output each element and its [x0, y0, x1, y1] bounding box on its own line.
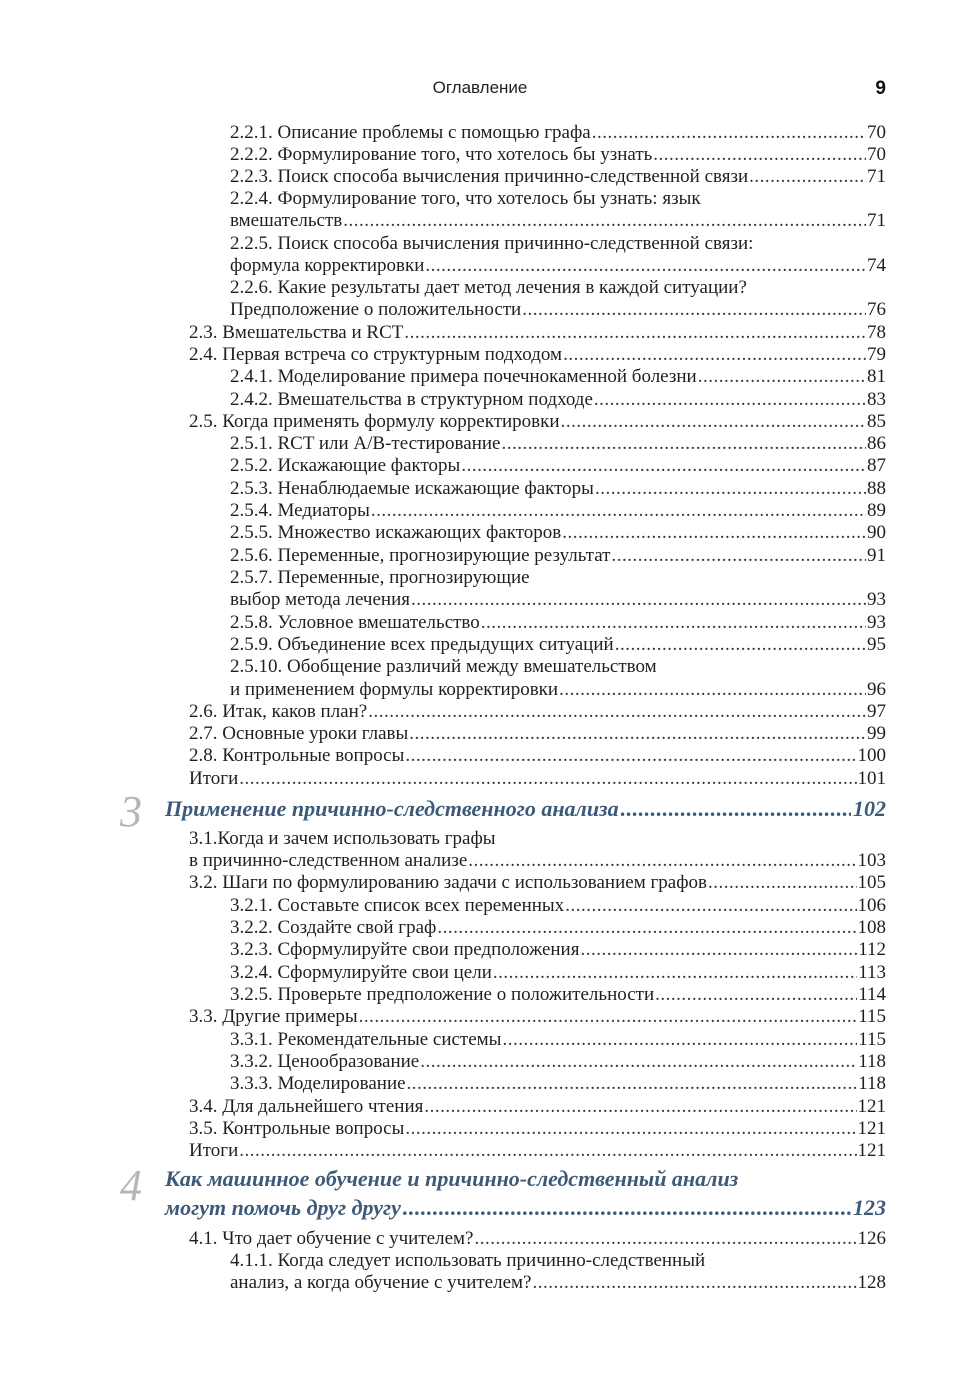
toc-entry-page: 121: [857, 1140, 886, 1161]
dot-leader: [474, 1228, 856, 1250]
toc-entry[interactable]: [230, 1073, 886, 1095]
toc-entry-page: 99: [867, 723, 886, 744]
dot-leader: [468, 850, 856, 872]
chapter-title: могут помочь друг другу: [165, 1195, 401, 1220]
toc-entry[interactable]: [230, 455, 886, 477]
toc-entry[interactable]: [230, 500, 886, 522]
toc-entry-title: 2.5.6. Переменные, прогнозирующие результат: [230, 545, 611, 566]
dot-leader: [368, 701, 866, 723]
toc-entry-title: 3.2.1. Составьте список всех переменных: [230, 895, 565, 916]
toc-entry-page: 113: [858, 962, 886, 983]
toc-entry-line[interactable]: 4.1.1. Когда следует использовать причинно-следственный: [230, 1250, 706, 1271]
dot-leader: [615, 634, 866, 656]
toc-entry-title: 2.4. Первая встреча со структурным подходом: [189, 344, 563, 365]
toc-entry[interactable]: [189, 344, 886, 366]
toc-entry-page: 118: [858, 1073, 886, 1094]
toc-entry-page: 74: [867, 255, 886, 276]
toc-entry-page: 71: [867, 166, 886, 187]
toc-entry-page: 79: [867, 344, 886, 365]
toc-entry-page: 86: [867, 433, 886, 454]
toc-entry-page: 96: [867, 679, 886, 700]
dot-leader: [371, 500, 866, 522]
toc-entry-line[interactable]: 2.5.7. Переменные, прогнозирующие: [230, 567, 530, 588]
chapter-number: 4: [120, 1161, 142, 1210]
dot-leader: [407, 1073, 858, 1095]
toc-entry-title: 2.8. Контрольные вопросы: [189, 745, 405, 766]
dot-leader: [595, 478, 866, 500]
toc-entry[interactable]: [230, 1029, 886, 1051]
toc-entry-page: 97: [867, 701, 886, 722]
dot-leader: [611, 545, 866, 567]
toc-entry[interactable]: [230, 612, 886, 634]
toc-entry-line[interactable]: 2.2.4. Формулирование того, что хотелось бы узнать: язык: [230, 188, 701, 209]
toc-entry-line[interactable]: 2.2.6. Какие результаты дает метод лечения в каждой ситуации?: [230, 277, 747, 298]
toc-entry-title: 3.4. Для дальнейшего чтения: [189, 1096, 424, 1117]
chapter-title-line[interactable]: Как машинное обучение и причинно-следственный анализ: [165, 1166, 739, 1191]
toc-entry[interactable]: [230, 545, 886, 567]
dot-leader: [239, 768, 856, 790]
toc-entry[interactable]: [189, 411, 886, 433]
toc-entry-page: 114: [858, 984, 886, 1005]
toc-entry[interactable]: [230, 299, 886, 321]
toc-entry[interactable]: [230, 939, 886, 961]
dot-leader: [239, 1140, 856, 1162]
toc-entry[interactable]: [230, 210, 886, 232]
chapter-title: Применение причинно-следственного анализа: [165, 796, 619, 821]
toc-entry[interactable]: [189, 850, 886, 872]
toc-entry-page: 85: [867, 411, 886, 432]
toc-entry[interactable]: [189, 1096, 886, 1118]
dot-leader: [562, 522, 866, 544]
toc-entry-title: вмешательств: [230, 210, 343, 231]
toc-entry-title: 3.2.2. Создайте свой граф: [230, 917, 437, 938]
toc-entry[interactable]: [230, 962, 886, 984]
dot-leader: [424, 1096, 856, 1118]
toc-entry-page: 118: [858, 1051, 886, 1072]
toc-entry-title: формула корректировки: [230, 255, 425, 276]
toc-entry[interactable]: [189, 1228, 886, 1250]
dot-leader: [532, 1272, 856, 1294]
toc-entry[interactable]: [230, 144, 886, 166]
toc-entry-title: 2.4.1. Моделирование примера почечнокаменной болезни: [230, 366, 697, 387]
toc-entry-page: 87: [867, 455, 886, 476]
toc-entry-page: 91: [867, 545, 886, 566]
dot-leader: [411, 589, 866, 611]
toc-entry-title: 2.4.2. Вмешательства в структурном подходе: [230, 389, 593, 410]
dot-leader: [359, 1006, 858, 1028]
toc-entry[interactable]: [189, 872, 886, 894]
dot-leader: [481, 612, 866, 634]
toc-entry-page: 128: [857, 1272, 886, 1293]
toc-entry-page: 121: [857, 1118, 886, 1139]
toc-entry-title: 2.5.2. Искажающие факторы: [230, 455, 461, 476]
dot-leader: [404, 322, 866, 344]
dot-leader: [749, 166, 866, 188]
toc-entry-title: 2.5. Когда применять формулу корректировки: [189, 411, 560, 432]
toc-entry-page: 93: [867, 612, 886, 633]
chapter-page: 102: [853, 796, 886, 821]
toc-entry-page: 121: [857, 1096, 886, 1117]
toc-entry-title: 2.5.9. Объединение всех предыдущих ситуаций: [230, 634, 614, 655]
toc-entry-title: 3.3.3. Моделирование: [230, 1073, 406, 1094]
toc-entry[interactable]: [230, 433, 886, 455]
toc-entry-title: 2.5.4. Медиаторы: [230, 500, 370, 521]
toc-entry-page: 115: [858, 1006, 886, 1027]
dot-leader: [580, 939, 857, 961]
toc-entry[interactable]: [230, 589, 886, 611]
toc-entry-title: 2.5.5. Множество искажающих факторов: [230, 522, 562, 543]
dot-leader: [561, 411, 866, 433]
toc-entry[interactable]: [230, 679, 886, 701]
toc-entry[interactable]: [189, 768, 886, 790]
dot-leader: [405, 745, 856, 767]
chapter-entry[interactable]: [165, 1194, 886, 1222]
toc-entry-title: 2.6. Итак, каков план?: [189, 701, 368, 722]
toc-entry[interactable]: [230, 895, 886, 917]
dot-leader: [501, 433, 866, 455]
toc-entry-title: Предположение о положительности: [230, 299, 522, 320]
toc-entry-title: и применением формулы корректировки: [230, 679, 559, 700]
toc-entry-page: 83: [867, 389, 886, 410]
toc-entry-page: 103: [857, 850, 886, 871]
toc-entry-page: 70: [867, 144, 886, 165]
toc-entry-page: 78: [867, 322, 886, 343]
toc-entry-title: 3.3. Другие примеры: [189, 1006, 358, 1027]
dot-leader: [405, 1118, 856, 1140]
toc-entry-title: 3.5. Контрольные вопросы: [189, 1118, 405, 1139]
toc-entry-title: 3.2. Шаги по формулированию задачи с использованием графов: [189, 872, 707, 893]
dot-leader: [437, 917, 856, 939]
toc-entry-title: в причинно-следственном анализе: [189, 850, 468, 871]
toc-entry-line[interactable]: 2.2.5. Поиск способа вычисления причинно-следственной связи:: [230, 233, 754, 254]
toc-entry-title: 3.2.5. Проверьте предположение о положительности: [230, 984, 655, 1005]
toc-entry-page: 101: [857, 768, 886, 789]
toc-entry-page: 88: [867, 478, 886, 499]
chapter-page: 123: [853, 1195, 886, 1220]
toc-entry[interactable]: [230, 478, 886, 500]
toc-entry-page: 108: [857, 917, 886, 938]
dot-leader: [425, 255, 866, 277]
toc-entry-page: 100: [857, 745, 886, 766]
toc-entry-page: 115: [858, 1029, 886, 1050]
toc-entry[interactable]: [230, 366, 886, 388]
toc-entry-title: 2.5.8. Условное вмешательство: [230, 612, 480, 633]
toc-entry-page: 105: [857, 872, 886, 893]
toc-entry-title: 3.2.3. Сформулируйте свои предположения: [230, 939, 580, 960]
dot-leader: [594, 389, 866, 411]
toc-entry-title: выбор метода лечения: [230, 589, 410, 610]
toc-entry[interactable]: [189, 322, 886, 344]
toc-entry-title: Итоги: [189, 1140, 239, 1161]
toc-entry[interactable]: [230, 917, 886, 939]
dot-leader: [565, 895, 856, 917]
running-header-title: Оглавление: [432, 78, 528, 97]
dot-leader: [522, 299, 866, 321]
toc-entry[interactable]: [230, 1051, 886, 1073]
toc-entry[interactable]: [230, 166, 886, 188]
toc-entry-page: 126: [857, 1228, 886, 1249]
chapter-number: 3: [120, 787, 142, 836]
dot-leader: [461, 455, 866, 477]
toc-entry-page: 112: [858, 939, 886, 960]
dot-leader: [592, 122, 866, 144]
toc-entry-title: 2.2.2. Формулирование того, что хотелось бы узнать: [230, 144, 653, 165]
toc-entry[interactable]: [189, 1118, 886, 1140]
toc-entry-title: 3.2.4. Сформулируйте свои цели: [230, 962, 492, 983]
toc-entry-line[interactable]: 3.1.Когда и зачем использовать графы: [189, 828, 496, 849]
toc-entry[interactable]: [189, 1140, 886, 1162]
toc-entry-page: 89: [867, 500, 886, 521]
toc-entry[interactable]: [230, 255, 886, 277]
chapter-entry[interactable]: [165, 795, 886, 823]
page-number: 9: [875, 78, 886, 99]
toc-entry[interactable]: [230, 522, 886, 544]
toc-entry-page: 71: [867, 210, 886, 231]
toc-entry-page: 76: [867, 299, 886, 320]
toc-entry[interactable]: [230, 389, 886, 411]
dot-leader: [563, 344, 866, 366]
toc-entry-page: 81: [867, 366, 886, 387]
toc-entry-title: 2.7. Основные уроки главы: [189, 723, 409, 744]
dot-leader: [655, 984, 857, 1006]
dot-leader: [420, 1051, 857, 1073]
toc-entry[interactable]: [230, 122, 886, 144]
toc-entry-title: 3.3.2. Ценообразование: [230, 1051, 420, 1072]
dot-leader: [621, 795, 851, 823]
toc-entry[interactable]: [189, 723, 886, 745]
toc-entry-title: 3.3.1. Рекомендательные системы: [230, 1029, 502, 1050]
toc-entry[interactable]: [189, 745, 886, 767]
dot-leader: [343, 210, 866, 232]
toc-entry-page: 70: [867, 122, 886, 143]
toc-entry[interactable]: [230, 984, 886, 1006]
dot-leader: [409, 723, 866, 745]
dot-leader: [698, 366, 866, 388]
toc-entry-line[interactable]: 2.5.10. Обобщение различий между вмешательством: [230, 656, 657, 677]
dot-leader: [502, 1029, 857, 1051]
dot-leader: [708, 872, 857, 894]
toc-entry-page: 93: [867, 589, 886, 610]
toc-entry-page: 106: [857, 895, 886, 916]
dot-leader: [559, 679, 866, 701]
toc-entry-title: Итоги: [189, 768, 239, 789]
toc-entry-title: 2.2.1. Описание проблемы с помощью графа: [230, 122, 591, 143]
toc-entry-page: 95: [867, 634, 886, 655]
toc-entry-title: 2.5.1. RCT или A/B-тестирование: [230, 433, 501, 454]
toc-entry[interactable]: [230, 1272, 886, 1294]
dot-leader: [403, 1194, 851, 1222]
toc-entry-title: 2.3. Вмешательства и RCT: [189, 322, 404, 343]
dot-leader: [653, 144, 866, 166]
toc-entry-title: 2.5.3. Ненаблюдаемые искажающие факторы: [230, 478, 594, 499]
toc-entry[interactable]: [230, 634, 886, 656]
toc-entry-page: 90: [867, 522, 886, 543]
toc-entry[interactable]: [189, 701, 886, 723]
dot-leader: [493, 962, 857, 984]
toc-entry-title: 4.1. Что дает обучение с учителем?: [189, 1228, 474, 1249]
toc-entry[interactable]: [189, 1006, 886, 1028]
toc-entry-title: анализ, а когда обучение с учителем?: [230, 1272, 532, 1293]
toc-entry-title: 2.2.3. Поиск способа вычисления причинно-следственной связи: [230, 166, 749, 187]
